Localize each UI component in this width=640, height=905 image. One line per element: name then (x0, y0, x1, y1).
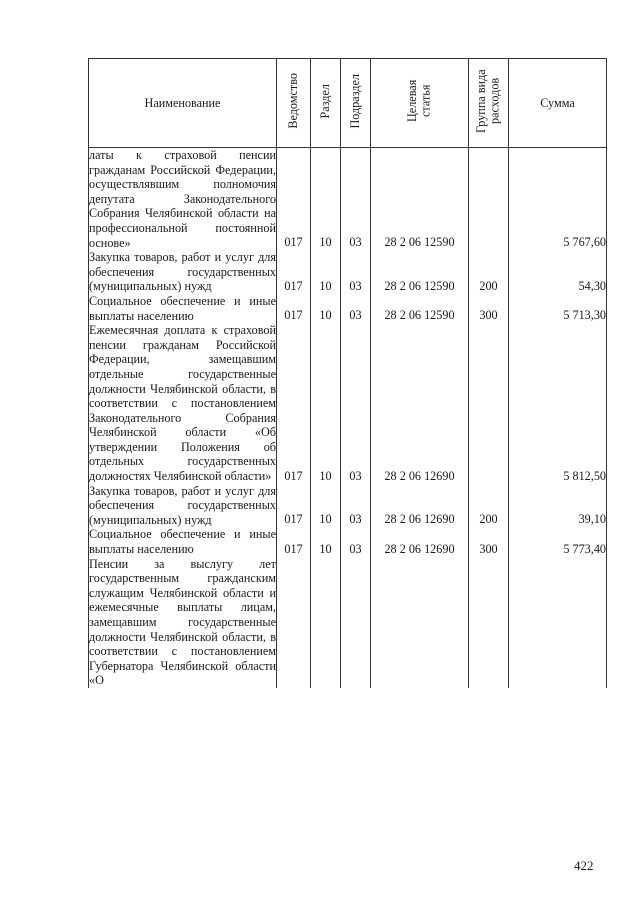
row-vedomstvo: 017 (277, 323, 311, 484)
header-vedomstvo: Ведомство (277, 59, 311, 148)
header-podrazdel: Подраздел (341, 59, 371, 148)
row-summa (509, 557, 607, 688)
table-row (89, 484, 607, 528)
header-gruppa: Группа вида расходов (469, 59, 509, 148)
table-row (89, 323, 607, 484)
row-podrazdel: 03 (341, 323, 371, 484)
row-razdel: 10 (311, 527, 341, 556)
row-gruppa: 300 (469, 294, 509, 323)
row-celevaya-statya: 28 2 06 12690 (371, 484, 469, 528)
table-row (89, 527, 607, 556)
table-row (89, 294, 607, 323)
header-celevaya: Целевая статья (371, 59, 469, 148)
row-summa: 5 713,30 (509, 294, 607, 323)
row-gruppa: 300 (469, 527, 509, 556)
row-podrazdel: 03 (341, 294, 371, 323)
row-gruppa: 200 (469, 250, 509, 294)
row-celevaya-statya: 28 2 06 12690 (371, 527, 469, 556)
row-gruppa: 200 (469, 484, 509, 528)
row-name: Пенсии за выслугу лет государственным гражданским служащим Челябинской области и ежемесячные выплаты лицам, замещавшим государственные должности Челябинской области, в соответствии с постановлением Губернатора Челябинской области «О (89, 556, 276, 688)
row-summa: 5 767,60 (509, 148, 607, 251)
row-summa: 54,30 (509, 250, 607, 294)
row-name: Закупка товаров, работ и услуг для обеспечения государственных (муниципальных) нужд (89, 483, 276, 527)
table-row (89, 250, 607, 294)
row-gruppa (469, 323, 509, 484)
budget-table (88, 58, 607, 688)
table-row (89, 557, 607, 688)
row-summa: 5 812,50 (509, 323, 607, 484)
row-razdel: 10 (311, 484, 341, 528)
row-name: Социальное обеспечение и иные выплаты населению (89, 293, 276, 323)
row-name: Ежемесячная доплата к страховой пенсии гражданам Российской Федерации, замещавшим отдельные государственные должности Челябинской области, в соответствии с постановлением Законодательного Собрания Челябинской области «Об утверждении Положения об отдельных государственных должностях Челябинской области» (89, 323, 276, 484)
row-summa: 5 773,40 (509, 527, 607, 556)
table-row (89, 148, 607, 251)
row-celevaya-statya: 28 2 06 12590 (371, 250, 469, 294)
table-header-row (89, 59, 607, 148)
row-celevaya-statya: 28 2 06 12690 (371, 323, 469, 484)
row-name: латы к страховой пенсии гражданам Российской Федерации, осуществлявшим полномочия депутата Законодательного Собрания Челябинской области на профессиональной постоянной основе» (89, 148, 276, 250)
row-podrazdel: 03 (341, 250, 371, 294)
row-podrazdel: 03 (341, 527, 371, 556)
header-razdel: Раздел (311, 59, 341, 148)
page-number: 422 (574, 858, 594, 873)
row-vedomstvo: 017 (277, 484, 311, 528)
row-vedomstvo: 017 (277, 527, 311, 556)
row-name: Социальное обеспечение и иные выплаты населению (89, 527, 276, 557)
header-summa: Сумма (509, 59, 607, 148)
row-celevaya-statya (371, 557, 469, 688)
row-vedomstvo: 017 (277, 294, 311, 323)
row-vedomstvo: 017 (277, 250, 311, 294)
row-podrazdel (341, 557, 371, 688)
row-gruppa (469, 148, 509, 251)
header-name: Наименование (89, 59, 277, 148)
row-celevaya-statya: 28 2 06 12590 (371, 294, 469, 323)
row-razdel: 10 (311, 148, 341, 251)
row-razdel: 10 (311, 323, 341, 484)
row-podrazdel: 03 (341, 148, 371, 251)
row-vedomstvo: 017 (277, 148, 311, 251)
row-razdel: 10 (311, 250, 341, 294)
row-vedomstvo (277, 557, 311, 688)
row-gruppa (469, 557, 509, 688)
row-podrazdel: 03 (341, 484, 371, 528)
row-razdel: 10 (311, 294, 341, 323)
row-name: Закупка товаров, работ и услуг для обеспечения государственных (муниципальных) нужд (89, 250, 276, 294)
row-summa: 39,10 (509, 484, 607, 528)
row-razdel (311, 557, 341, 688)
row-celevaya-statya: 28 2 06 12590 (371, 148, 469, 251)
